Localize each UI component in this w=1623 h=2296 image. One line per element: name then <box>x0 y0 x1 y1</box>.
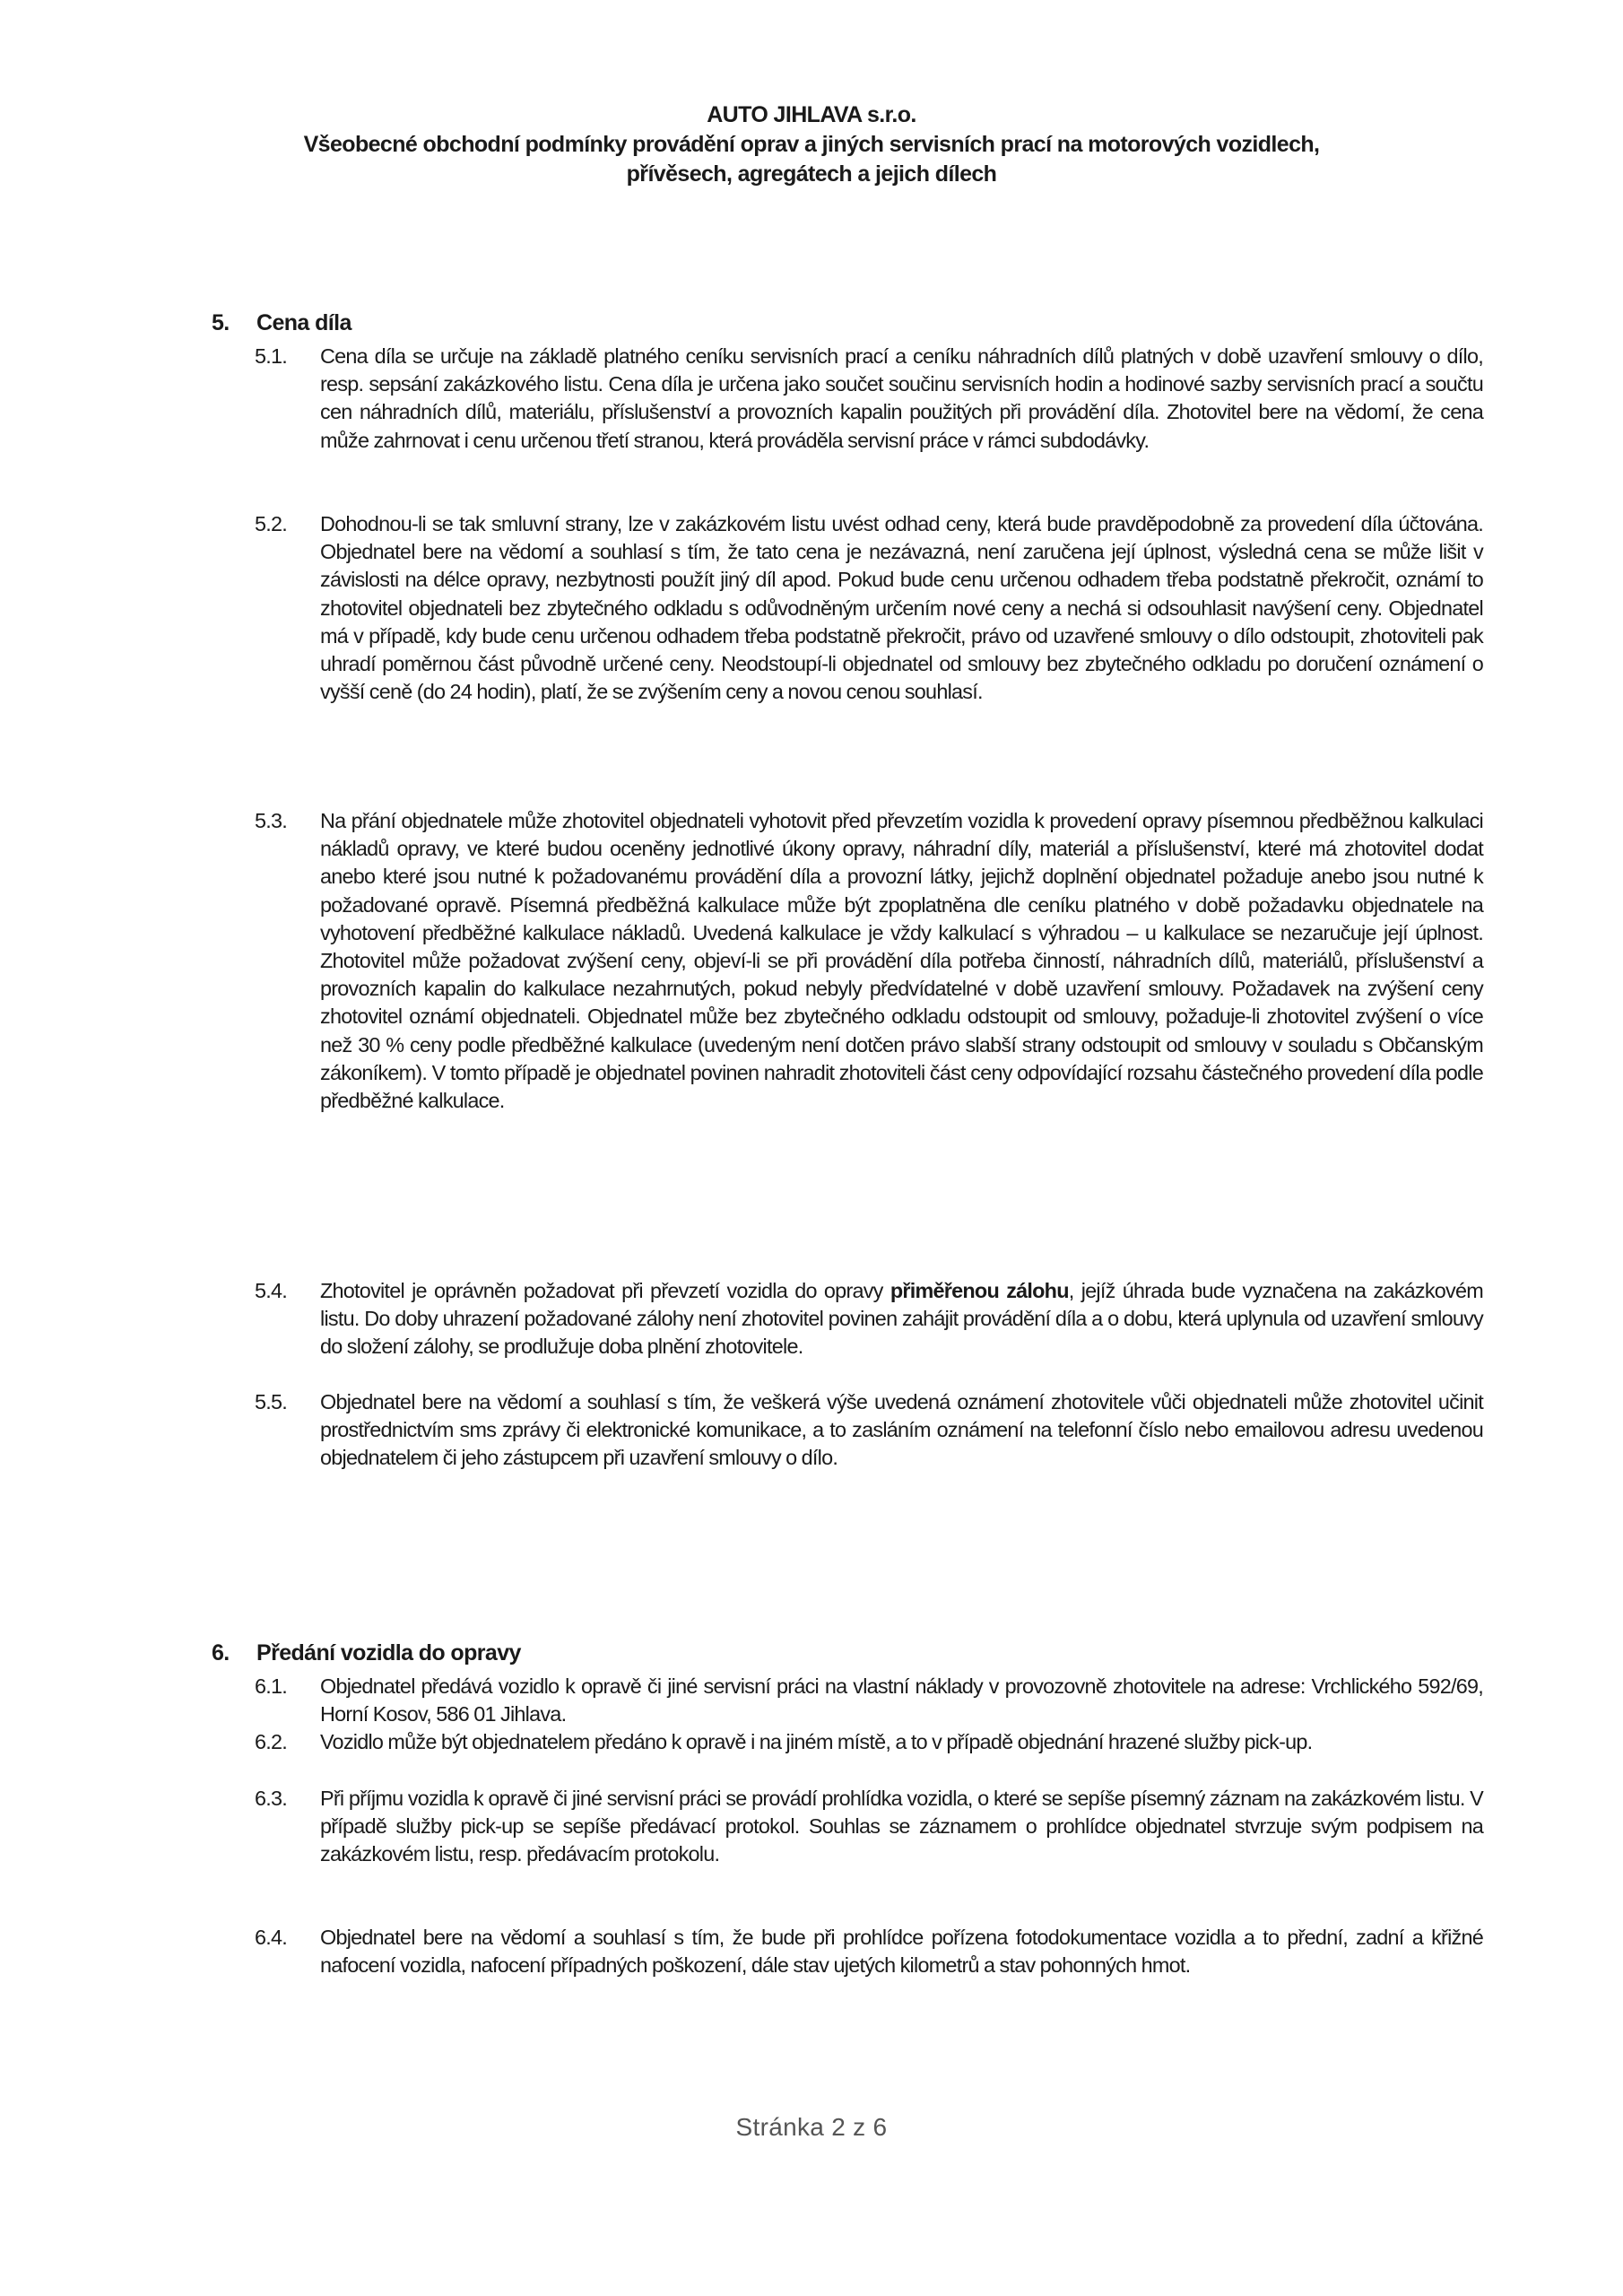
document-title-line-1: Všeobecné obchodní podmínky provádění oprav a jiných servisních prací na motorových vozidlech, <box>303 132 1320 157</box>
page-number: Stránka 2 z 6 <box>735 2113 888 2141</box>
clause-5-5 <box>255 1388 1483 1473</box>
clause-text: Vozidlo může být objednatelem předáno k opravě i na jiném místě, a to v případě objednání hrazené služby pick-up. <box>320 1730 1313 1753</box>
company-name: AUTO JIHLAVA s.r.o. <box>707 102 916 127</box>
clause-5-2 <box>255 510 1483 706</box>
clause-text: Na přání objednatele může zhotovitel objednateli vyhotovit před převzetím vozidla k provedení opravy písemnou předběžnou kalkulaci nákladů opravy, ve které budou oceněny jednotlivé úkony opravy, náhradní díly, materiál a příslušenství, které má zhotovitel dodat anebo které jsou nutné k požadovanému provádění díla a provozní látky, jejichž doplnění objednatel požaduje anebo jsou nutné k požadované opravě. Písemná předběžná kalkulace může být zpoplatněna dle ceníku platného v době požadavku objednatele na vyhotovení předběžné kalkulace nákladů. Uvedená kalkulace je vždy kalkulací s výhradou – u kalkulace se nezaručuje její úplnost. Zhotovitel může požadovat zvýšení ceny, objeví-li se při provádění díla potřeba činností, náhradních dílů, materiálů, příslušenství a provozních kapalin do kalkulace nezahrnutých, pokud nebyly předvídatelné v době uzavření smlouvy. Požadavek na zvýšení ceny zhotovitel oznámí objednateli. Objednatel může bez zbytečného odkladu odstoupit od smlouvy, požaduje-li zhotovitel zvýšení o více než 30 % ceny podle předběžné kalkulace (uvedeným není dotčen právo slabší strany odstoupit od smlouvy v souladu s Občanským zákoníkem). V tomto případě je objednatel povinen nahradit zhotoviteli část ceny odpovídající rozsahu částečného provedení díla podle předběžné kalkulace. <box>320 809 1483 1113</box>
clause-text-part: Zhotovitel je oprávněn požadovat při převzetí vozidla do opravy <box>320 1279 890 1302</box>
clause-text-bold: přiměřenou zálohu <box>890 1279 1069 1302</box>
section-heading <box>212 310 352 336</box>
clause-6-1 <box>255 1673 1483 1728</box>
clause-number: 5.4. <box>255 1279 288 1302</box>
clause-text-part: , jejíž úhrada bude vyznačena na zakázkovém listu. Do doby uhrazení požadované zálohy není zhotovitel povinen zahájit provádění díla a o dobu, která uplynula od uzavření smlouvy do složení zálohy, se prodlužuje doba plnění zhotovitele. <box>320 1279 1483 1359</box>
clause-5-4 <box>255 1277 1483 1361</box>
clause-text: Dohodnou-li se tak smluvní strany, lze v zakázkovém listu uvést odhad ceny, která bude pravděpodobně za provedení díla účtována. Objednatel bere na vědomí a souhlasí s tím, že tato cena je nezávazná, není zaručena její úplnost, výsledná cena se může lišit v závislosti na délce opravy, nezbytnosti použít jiný díl apod. Pokud bude cenu určenou odhadem třeba podstatně překročit, oznámí to zhotovitel objednateli bez zbytečného odkladu s odůvodněným určením nové ceny a nechá si odsouhlasit navýšení ceny. Objednatel má v případě, kdy bude cenu určenou odhadem třeba podstatně překročit, právo od uzavřené smlouvy o dílo odstoupit, zhotoviteli pak uhradí poměrnou část původně určené ceny. Neodstoupí-li objednatel od smlouvy bez zbytečného odkladu po doručení oznámení o vyšší ceně (do 24 hodin), platí, že se zvýšením ceny a novou cenou souhlasí. <box>320 512 1483 704</box>
section-title: Předání vozidla do opravy <box>256 1640 521 1665</box>
section-number: 5. <box>212 310 230 335</box>
section-title: Cena díla <box>256 310 352 335</box>
clause-number: 5.1. <box>255 344 288 368</box>
document-title-line-2: přívěsech, agregátech a jejich dílech <box>626 161 997 187</box>
section-number: 6. <box>212 1640 230 1665</box>
clause-number: 5.2. <box>255 512 288 535</box>
clause-text: Objednatel bere na vědomí a souhlasí s tím, že veškerá výše uvedená oznámení zhotovitele vůči objednateli může zhotovitel učinit prostřednictvím sms zprávy či elektronické komunikace, a to zasláním oznámení na telefonní číslo nebo emailovou adresu uvedenou objednatelem či jeho zástupcem při uzavření smlouvy o dílo. <box>320 1390 1483 1470</box>
clause-6-3 <box>255 1785 1483 1869</box>
clause-text: Objednatel bere na vědomí a souhlasí s tím, že bude při prohlídce pořízena fotodokumentace vozidla a to přední, zadní a křižné nafocení vozidla, nafocení případných poškození, dále stav ujetých kilometrů a stav pohonných hmot. <box>320 1926 1483 1978</box>
clause-text: Při příjmu vozidla k opravě či jiné servisní práci se provádí prohlídka vozidla, o které se sepíše písemný záznam na zakázkovém listu. V případě služby pick-up se sepíše předávací protokol. Souhlas se záznamem o prohlídce objednatel stvrzuje svým podpisem na zakázkovém listu, resp. předávacím protokolu. <box>320 1787 1483 1866</box>
document-header <box>0 100 1623 189</box>
clause-number: 6.3. <box>255 1787 288 1810</box>
clause-5-1 <box>255 343 1483 455</box>
clause-text: Cena díla se určuje na základě platného ceníku servisních prací a ceníku náhradních dílů platných v době uzavření smlouvy o dílo, resp. sepsání zakázkového listu. Cena díla je určena jako součet součinu servisních hodin a hodinové sazby servisních prací a součtu cen náhradních dílů, materiálu, příslušenství a provozních kapalin použitých při provádění díla. Zhotovitel bere na vědomí, že cena může zahrnovat i cenu určenou třetí stranou, která prováděla servisní práce v rámci subdodávky. <box>320 344 1483 452</box>
clause-number: 6.2. <box>255 1730 288 1753</box>
clause-6-2 <box>255 1728 1483 1756</box>
clause-5-3 <box>255 807 1483 1115</box>
clause-6-4 <box>255 1924 1483 1979</box>
clause-number: 5.5. <box>255 1390 288 1413</box>
section-heading <box>212 1640 521 1666</box>
clause-number: 5.3. <box>255 809 288 832</box>
clause-text: Objednatel předává vozidlo k opravě či jiné servisní práci na vlastní náklady v provozovně zhotovitele na adrese: Vrchlického 592/69, Horní Kosov, 586 01 Jihlava. <box>320 1674 1483 1726</box>
clause-number: 6.4. <box>255 1926 288 1949</box>
clause-number: 6.1. <box>255 1674 288 1698</box>
clause-text <box>320 1277 1483 1361</box>
